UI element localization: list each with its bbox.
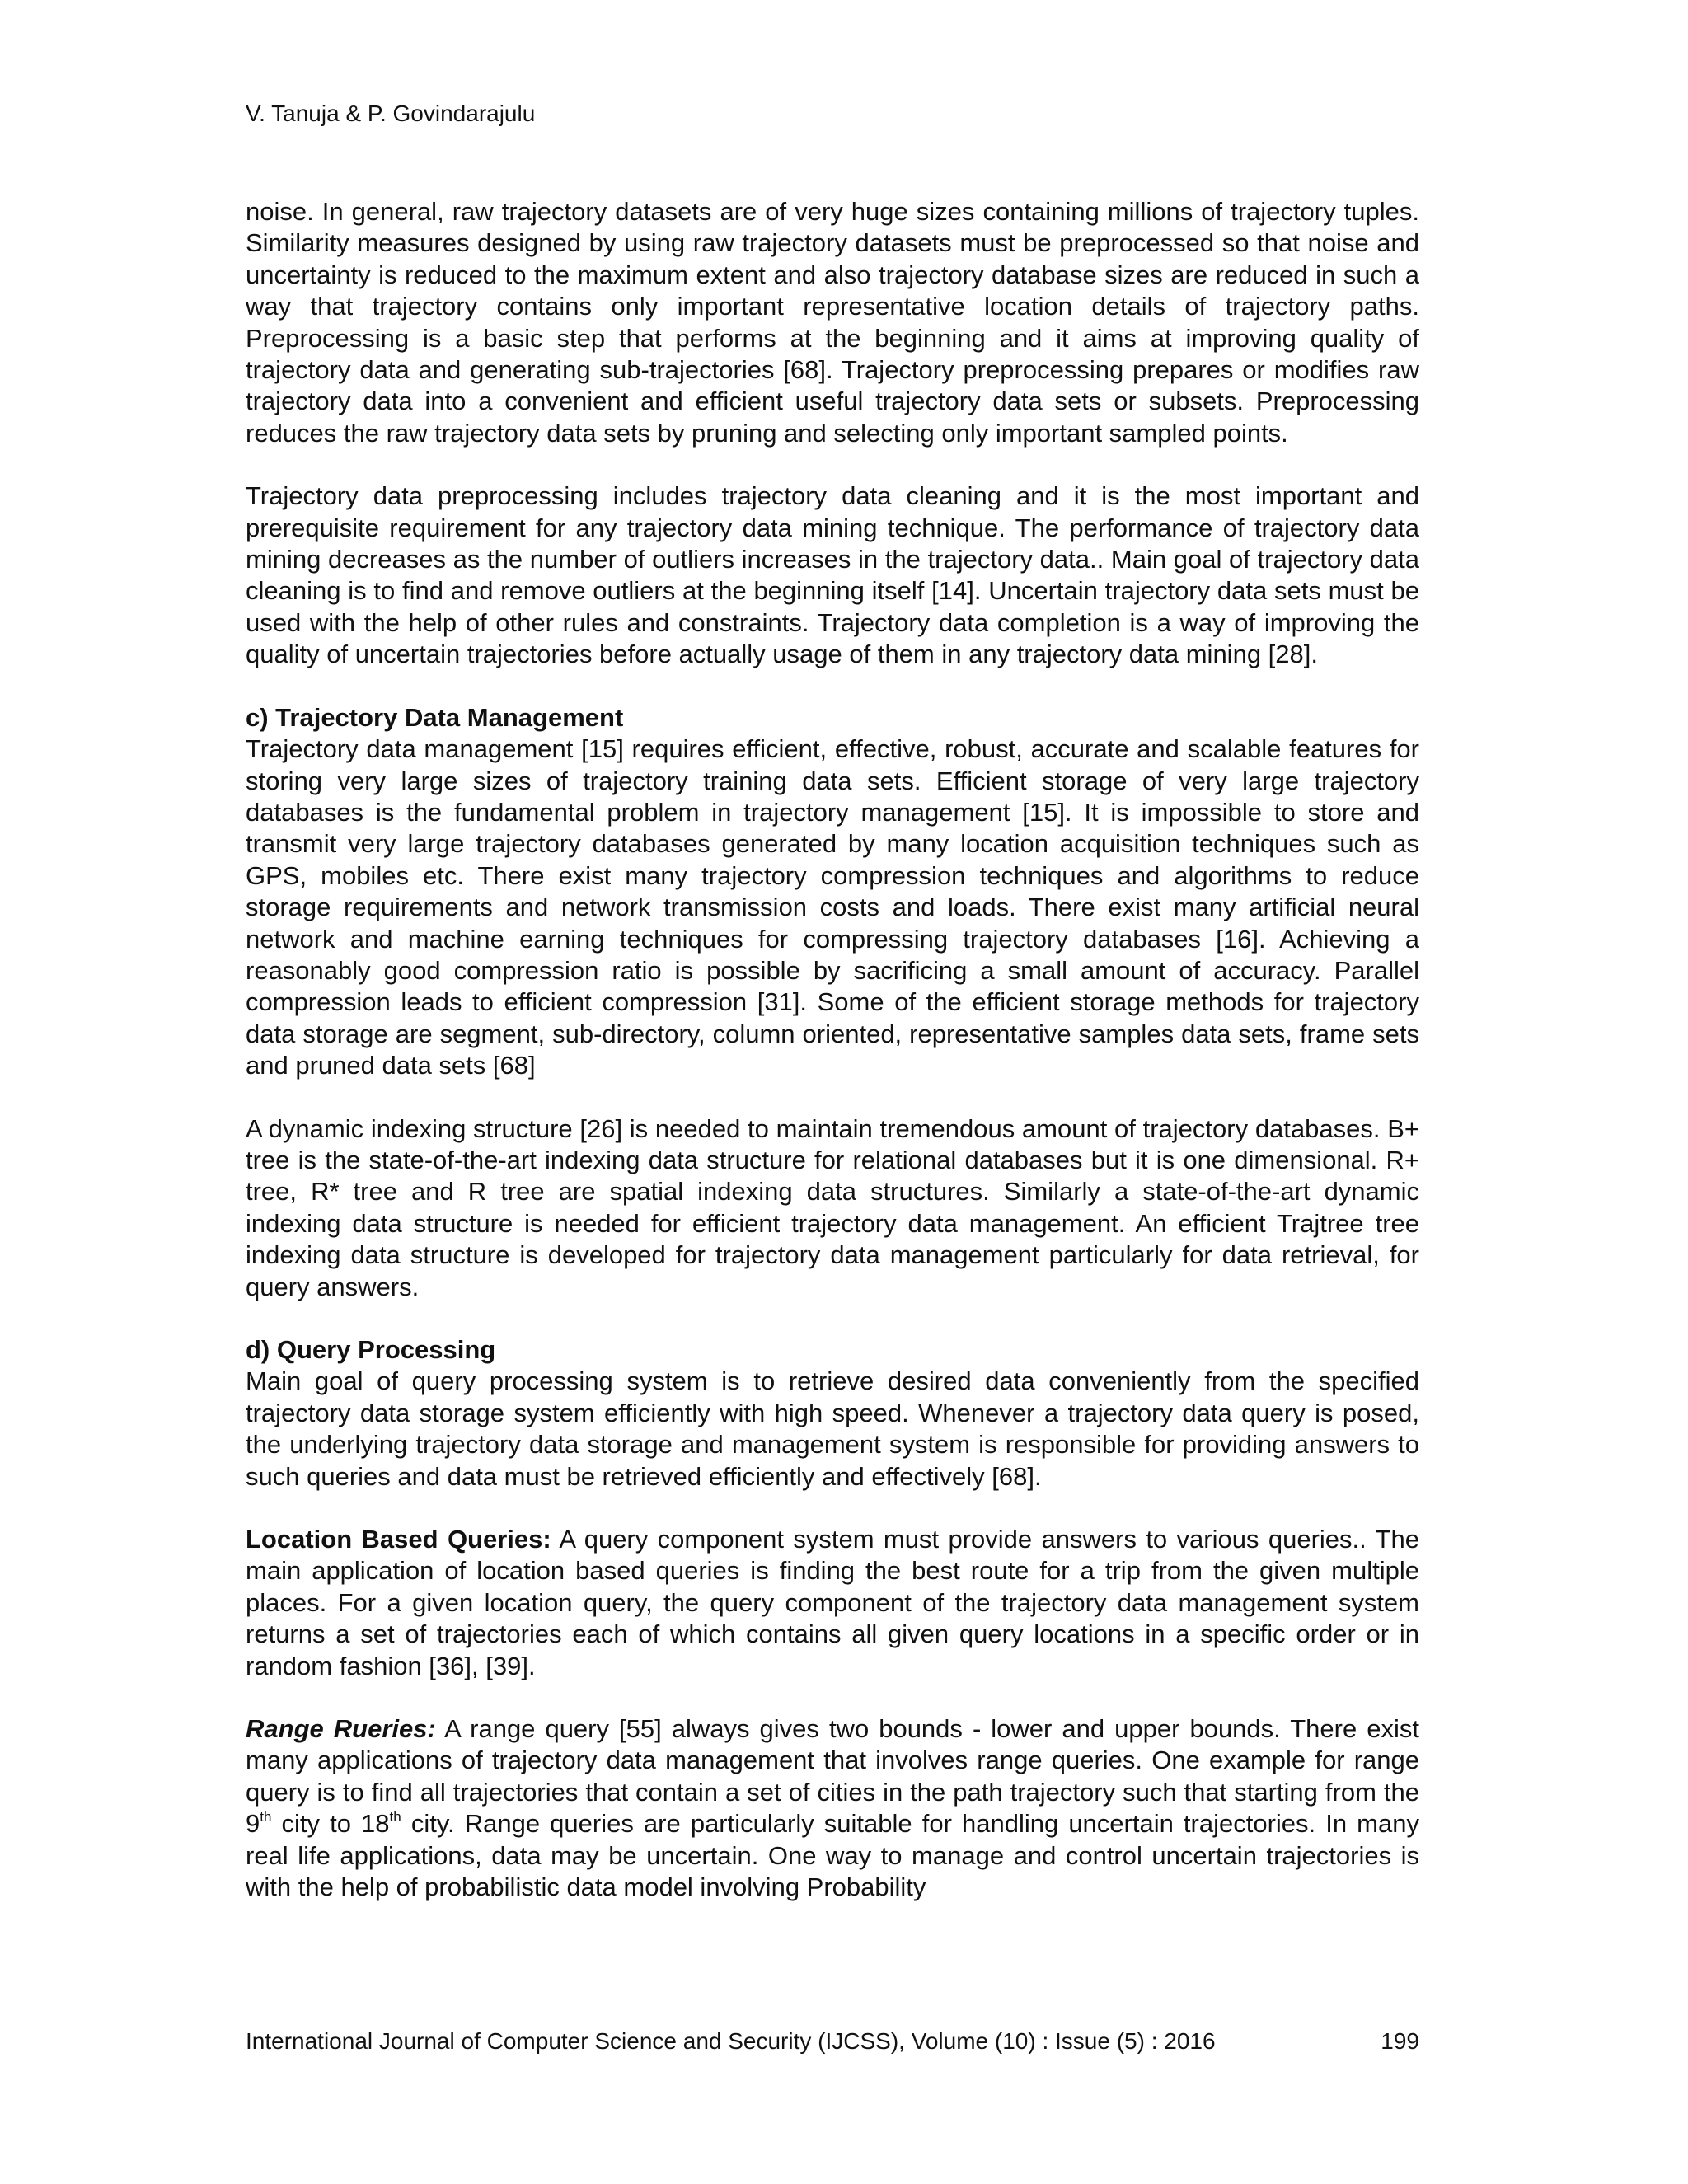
footer-page-number: 199 [1381, 2028, 1419, 2054]
paragraph-data-management: Trajectory data management [15] requires efficient, effective, robust, accurate and scalable features for storing very large sizes of trajectory training data sets. Efficient storage of very large trajectory databases is the fundamental problem in trajectory management [15]. It is impossible to store and transmit very large trajectory databases generated by many location acquisition techniques such as GPS, mobiles etc. There exist many trajectory compression techniques and algorithms to reduce storage requirements and network transmission costs and loads. There exist many artificial neural network and machine earning techniques for compressing trajectory databases [16]. Achieving a reasonably good compression ratio is possible by sacrificing a small amount of accuracy. Parallel compression leads to efficient compression [31]. Some of the efficient storage methods for trajectory data storage are segment, sub-directory, column oriented, representative samples data sets, frame sets and pruned data sets [68] [246, 734, 1419, 1080]
superscript-th-ninth: th [260, 1809, 272, 1825]
runin-label-range-queries: Range Rueries: [246, 1714, 436, 1744]
superscript-th-eighteenth: th [389, 1809, 401, 1825]
range-queries-text-b: city to 18 [271, 1809, 390, 1839]
range-queries-text-c: city. Range queries are particularly suitable for handling uncertain trajectories. In many real life applications, data may be uncertain. One way to manage and control uncertain trajectories is with the help of probabilistic data model involving Probability [246, 1809, 1419, 1902]
paragraph-preprocessing-intro: noise. In general, raw trajectory datasets are of very huge sizes containing millions of trajectory tuples. Similarity measures designed by using raw trajectory datasets must be preprocessed so that noise and uncertainty is reduced to the maximum extent and also trajectory database sizes are reduced in such a way that trajectory contains only important representative location details of trajectory paths. Preprocessing is a basic step that performs at the beginning and it aims at improving quality of trajectory data and generating sub-trajectories [68]. Trajectory preprocessing prepares or modifies raw trajectory data into a convenient and efficient useful trajectory data sets or subsets. Preprocessing reduces the raw trajectory data sets by pruning and selecting only important sampled points. [246, 197, 1419, 448]
location-queries-text: A query component system must provide answers to various queries.. The main application of location based queries is finding the best route for a trip from the given multiple places. For a given location query, the query component of the trajectory data management system returns a set of trajectories each of which contains all given query locations in a specific order or in random fashion [36], [39]. [246, 1525, 1419, 1680]
page-body [246, 196, 1419, 1904]
footer-journal-citation: International Journal of Computer Science and Security (IJCSS), Volume (10) : Issue (5) : 2016 [246, 2028, 1216, 2054]
range-queries-text-a: A range query [55] always gives two bounds - lower and upper bounds. There exist many applications of trajectory data management that involves range queries. One example for range query is to find all trajectories that contain a set of cities in the path trajectory such that starting from the 9 [246, 1714, 1419, 1839]
running-head-authors: V. Tanuja & P. Govindarajulu [246, 101, 536, 126]
section-heading-query-processing: d) Query Processing [246, 1335, 496, 1364]
section-heading-trajectory-data-management: c) Trajectory Data Management [246, 702, 624, 732]
paragraph-indexing-structure: A dynamic indexing structure [26] is needed to maintain tremendous amount of trajectory databases. B+ tree is the state-of-the-art indexing data structure for relational databases but it is one dimensional. R+ tree, R* tree and R tree are spatial indexing data structures. Similarly a state-of-the-art dynamic indexing data structure is needed for efficient trajectory data management. An efficient Trajtree tree indexing data structure is developed for trajectory data management particularly for data retrieval, for query answers. [246, 1113, 1419, 1301]
paragraph-location-based-queries [246, 1524, 1419, 1682]
paragraph-query-processing: Main goal of query processing system is to retrieve desired data conveniently from the specified trajectory data storage system efficiently with high speed. Whenever a trajectory data query is posed, the underlying trajectory data storage and management system is responsible for providing answers to such queries and data must be retrieved efficiently and effectively [68]. [246, 1366, 1419, 1491]
paragraph-range-queries [246, 1713, 1419, 1903]
runin-label-location-based-queries: Location Based Queries: [246, 1525, 551, 1554]
paragraph-data-cleaning: Trajectory data preprocessing includes trajectory data cleaning and it is the most important and prerequisite requirement for any trajectory data mining technique. The performance of trajectory data mining decreases as the number of outliers increases in the trajectory data.. Main goal of trajectory data cleaning is to find and remove outliers at the beginning itself [14]. Uncertain trajectory data sets must be used with the help of other rules and constraints. Trajectory data completion is a way of improving the quality of uncertain trajectories before actually usage of them in any trajectory data mining [28]. [246, 481, 1419, 669]
